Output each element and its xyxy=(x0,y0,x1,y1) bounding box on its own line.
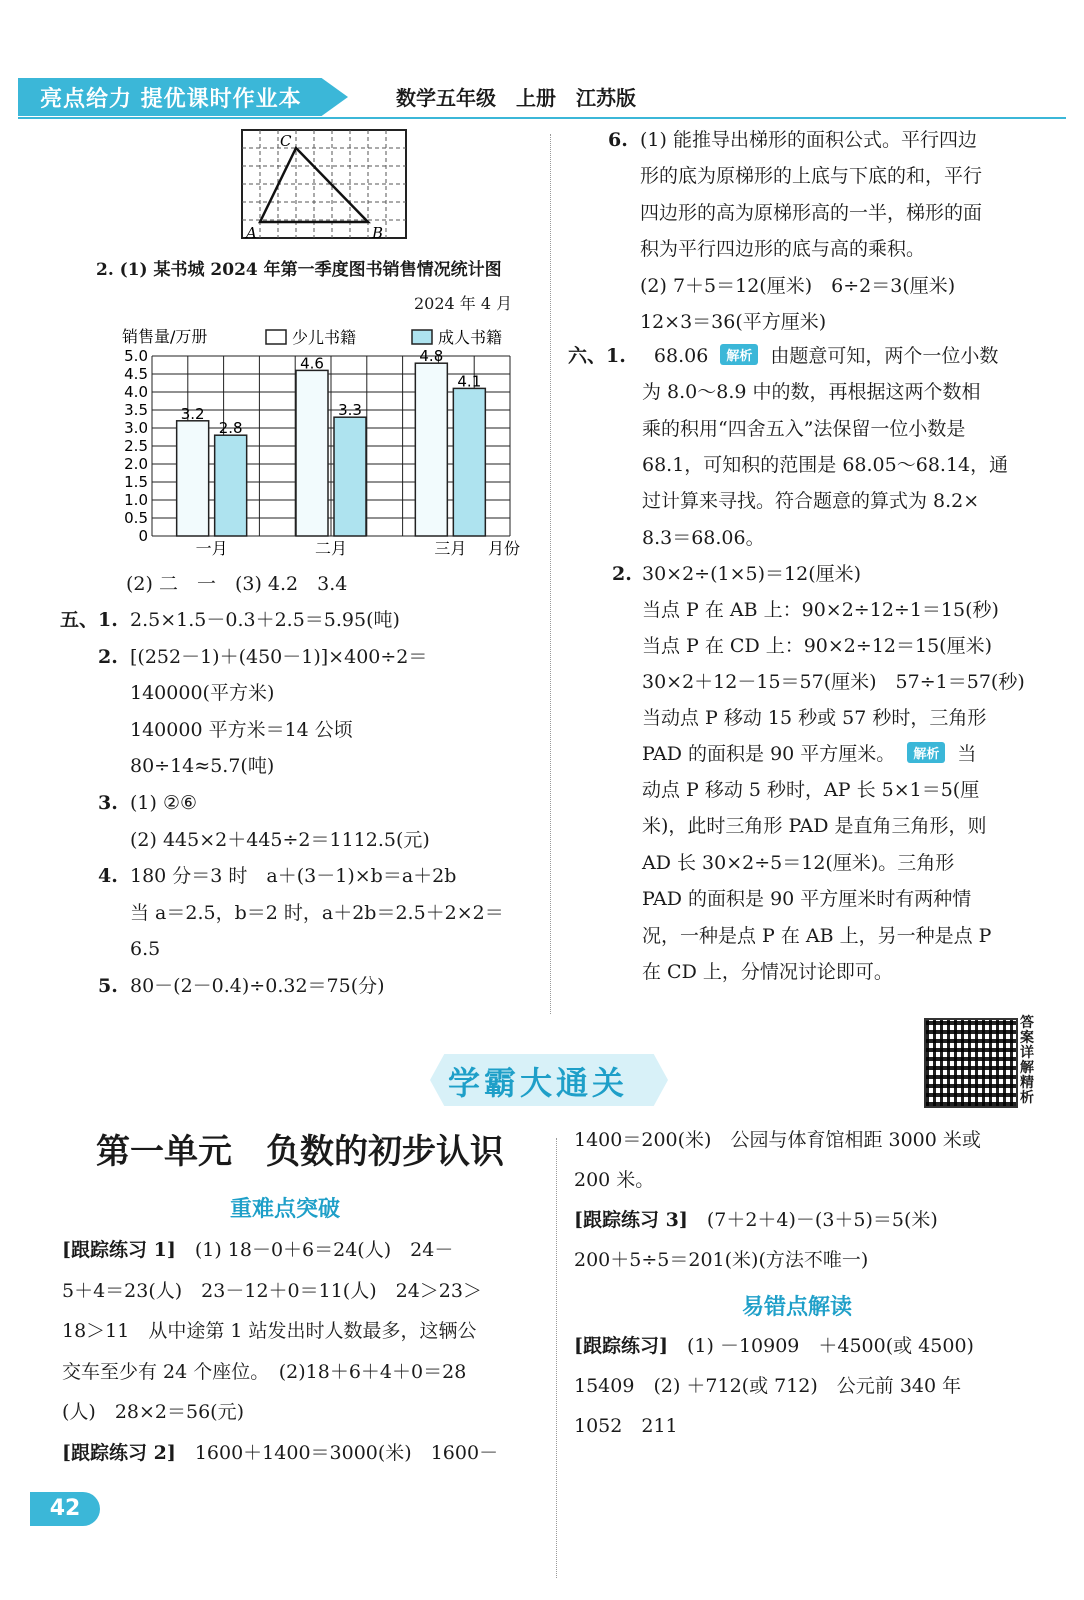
q6-line-text: 12×3＝36(平方厘米) xyxy=(640,311,827,333)
y-tick-label: 1.5 xyxy=(124,473,148,491)
q6-line xyxy=(608,237,925,261)
q6-line-text: (2) 7＋5＝12(厘米) 6÷2＝3(厘米) xyxy=(640,274,956,297)
legend-swatch-adults xyxy=(412,330,432,344)
q6-line xyxy=(608,310,826,334)
practice-text: 15409 (2) ＋712(或 712) 公元前 340 年 xyxy=(574,1375,962,1397)
q6-2-analysis-line xyxy=(642,960,893,984)
practice-line xyxy=(574,1414,678,1438)
answer-line-text: (2) 445×2＋445÷2＝1112.5(元) xyxy=(130,828,430,851)
q6-2-line-text: 当点 P 在 CD 上：90×2÷12＝15(厘米) xyxy=(642,635,992,657)
practice-text: (7＋2＋4)－(3＋5)＝5(米) xyxy=(687,1209,938,1231)
y-tick-label: 3.0 xyxy=(124,419,148,437)
bar-value-label: 2.8 xyxy=(218,419,243,438)
vertex-b-label: B xyxy=(372,224,384,242)
q6-2-analysis-start: 当 xyxy=(957,743,977,765)
q6-1-analysis-0: 由题意可知，两个一位小数 xyxy=(770,345,999,367)
section-banner-title: 学霸大通关 xyxy=(448,1064,629,1102)
q6-line-text: 形的底为原梯形的上底与下底的和，平行 xyxy=(640,165,983,188)
analysis-tag: 解析 xyxy=(720,344,758,365)
practice-text: (人) 28×2＝56(元) xyxy=(62,1401,245,1424)
practice-line xyxy=(574,1334,974,1358)
q6-1-analysis-line-text: 为 8.0～8.9 中的数，再根据这两个数相 xyxy=(642,381,981,404)
answer-line-text: 80÷14≈5.7(吨) xyxy=(130,755,275,778)
practice-text: 1400＝200(米) 公园与体育馆相距 3000 米或 xyxy=(574,1129,981,1151)
book-edition: 数学五年级 上册 江苏版 xyxy=(396,86,636,110)
book-series-title: 亮点给力 提优课时作业本 xyxy=(40,87,302,112)
practice-line xyxy=(574,1374,961,1398)
y-tick-label: 3.5 xyxy=(124,401,148,419)
q6-line-text: (1) 能推导出梯形的面积公式。平行四边 xyxy=(640,129,977,151)
practice-text: 5＋4＝23(人) 23－12＋0＝11(人) 24＞23＞ xyxy=(62,1279,482,1302)
q6-line xyxy=(608,128,977,152)
practice-line xyxy=(62,1360,466,1384)
header-divider xyxy=(18,117,1066,119)
q6-1-analysis-line xyxy=(642,489,979,513)
bar-value-label: 4.1 xyxy=(457,372,482,391)
q6-2-line-text: 30×2÷(1×5)＝12(厘米) xyxy=(642,563,862,585)
q6-line xyxy=(608,201,982,225)
answer-line-number: 五、1. xyxy=(60,609,118,631)
q6-2-line xyxy=(642,634,992,658)
bar-value-label: 3.2 xyxy=(180,404,205,423)
answer-line-text: 140000 平方米＝14 公顷 xyxy=(130,718,353,741)
q6-2-analysis-line xyxy=(642,924,991,948)
y-tick-label: 2.0 xyxy=(124,455,148,473)
practice-text: (1) 18－0＋6＝24(人) 24－ xyxy=(175,1239,454,1261)
q6-2-analysis-line-text: 在 CD 上，分情况讨论即可。 xyxy=(642,961,893,983)
q6-2-analysis-line-text: 动点 P 移动 5 秒时，AP 长 5×1＝5(厘 xyxy=(642,779,980,801)
q6-1-analysis-line xyxy=(642,453,1008,477)
q6-1-analysis-line-text: 过计算来寻找。符合题意的算式为 8.2× xyxy=(642,490,980,513)
q6-1-number: 六、1. xyxy=(568,345,626,367)
q6-2-line-text: 当点 P 在 AB 上：90×2÷12÷1＝15(秒) xyxy=(642,599,999,621)
answer-line-text: 当 a＝2.5，b＝2 时，a＋2b＝2.5＋2×2＝ xyxy=(130,901,504,924)
practice-line xyxy=(62,1279,482,1303)
answer-line xyxy=(98,901,504,925)
bar-value-label: 3.3 xyxy=(338,401,362,420)
answer-line xyxy=(98,718,353,742)
practice-label: [跟踪练习 1] xyxy=(62,1239,176,1261)
y-axis-label: 销售量/万册 xyxy=(122,327,208,346)
q6-2-analysis-line xyxy=(642,887,971,911)
answer-line-text: (1) ②⑥ xyxy=(130,792,198,814)
practice-line xyxy=(574,1208,938,1232)
answer-line xyxy=(98,791,197,815)
practice-line xyxy=(62,1319,477,1343)
q6-1-line xyxy=(568,344,998,368)
q6-2-analysis-line xyxy=(642,851,954,875)
y-tick-label: 4.0 xyxy=(124,383,148,401)
q6-2-analysis-line-text: PAD 的面积是 90 平方厘米时有两种情 xyxy=(642,888,972,911)
practice-line xyxy=(574,1248,868,1272)
answer-line-text: 140000(平方米) xyxy=(130,682,275,705)
answer-line xyxy=(98,937,160,961)
answer-line xyxy=(98,681,274,705)
q6-line-text: 积为平行四边形的底与高的乘积。 xyxy=(640,238,926,261)
q6-line xyxy=(608,274,955,298)
q2-number: 2. xyxy=(96,260,114,280)
analysis-tag-2: 解析 xyxy=(907,742,945,763)
practice-text: 1052 211 xyxy=(574,1415,678,1437)
chart-title: (1) 某书城 2024 年第一季度图书销售情况统计图 xyxy=(119,260,502,280)
q6-2-analysis-line-text: 米)，此时三角形 PAD 是直角三角形，则 xyxy=(642,815,987,838)
bar-kids xyxy=(296,370,328,536)
practice-label: [跟踪练习] xyxy=(574,1335,668,1357)
bar-value-label: 4.8 xyxy=(419,347,444,366)
q6-2-analysis-line xyxy=(642,814,987,838)
practice-text: 交车至少有 24 个座位。 (2)18＋6＋4＋0＝28 xyxy=(62,1360,467,1383)
practice-line xyxy=(62,1441,498,1465)
answer-line xyxy=(98,974,385,998)
answer-line-text: 2.5×1.5－0.3＋2.5＝5.95(吨) xyxy=(130,609,400,631)
practice-label: [跟踪练习 2] xyxy=(62,1442,176,1464)
page-number: 42 xyxy=(30,1492,100,1526)
practice-text: 1600＋1400＝3000(米) 1600－ xyxy=(175,1442,499,1464)
column-divider-bottom xyxy=(556,1138,558,1578)
x-category-label: 二月 xyxy=(314,539,348,558)
q6-1-analysis-line xyxy=(642,417,965,441)
practice-line xyxy=(62,1238,453,1262)
answer-line-number: 5. xyxy=(98,975,118,997)
q6-line-text: 四边形的高为原梯形高的一半，梯形的面 xyxy=(640,201,983,224)
practice-line xyxy=(574,1168,654,1192)
answer-line xyxy=(98,645,427,669)
practice-text: 18＞11 从中途第 1 站发出时人数最多，这辆公 xyxy=(62,1320,477,1343)
q6-2-line xyxy=(642,598,999,622)
answer-line-text: 180 分＝3 时 a＋(3－1)×b＝a＋2b xyxy=(130,865,457,888)
x-category-label: 一月 xyxy=(195,539,228,558)
y-tick-label: 0 xyxy=(138,527,148,545)
answer-line-text: [(252－1)＋(450－1)]×400÷2＝ xyxy=(130,645,428,668)
practice-text: 200 米。 xyxy=(574,1169,655,1191)
qr-code[interactable] xyxy=(924,1018,1018,1108)
q6-1-answer: 68.06 xyxy=(653,345,709,367)
legend-adults: 成人书籍 xyxy=(438,328,503,347)
q6-2-conclusion: PAD 的面积是 90 平方厘米。 xyxy=(642,743,896,765)
practice-text: 200＋5÷5＝201(米)(方法不唯一) xyxy=(574,1249,869,1271)
practice-line xyxy=(574,1128,981,1152)
x-axis-label: 月份 xyxy=(488,539,521,558)
bar-value-label: 4.6 xyxy=(300,354,324,373)
answer-line-text: 6.5 xyxy=(130,938,161,961)
q6-1-analysis-line xyxy=(642,380,981,404)
legend-swatch-kids xyxy=(266,330,286,344)
q6-line xyxy=(608,164,982,188)
q6-2-line xyxy=(612,562,861,586)
answer-line-number: 2. xyxy=(98,645,118,668)
sales-bar-chart xyxy=(110,320,540,570)
bar-adults xyxy=(334,417,366,536)
q6-2-analysis-line-text: 况，一种是点 P 在 AB 上，另一种是点 P xyxy=(642,924,992,947)
unit-title: 第一单元 负数的初步认识 xyxy=(96,1132,504,1172)
answer-line xyxy=(98,754,274,778)
y-tick-label: 4.5 xyxy=(124,365,148,383)
practice-line xyxy=(62,1400,244,1424)
q2-heading xyxy=(96,258,502,282)
y-tick-label: 5.0 xyxy=(124,347,148,365)
practice-text: (1) －10909 ＋4500(或 4500) xyxy=(667,1335,974,1357)
q6-2-line xyxy=(642,706,986,730)
q6-2-line-6 xyxy=(642,742,976,766)
bar-adults xyxy=(453,388,485,536)
practice-label: [跟踪练习 3] xyxy=(574,1209,688,1231)
q6-2-analysis-line xyxy=(642,778,979,802)
q6-2-line-number: 2. xyxy=(612,563,632,585)
bar-adults xyxy=(215,435,247,536)
bar-kids xyxy=(415,363,447,536)
answer-line xyxy=(98,864,456,888)
q2-part2: (2) 二 一 (3) 4.2 3.4 xyxy=(126,573,348,595)
answer-line xyxy=(60,608,400,632)
vertex-c-label: C xyxy=(280,132,292,150)
q6-line-number: 6. xyxy=(608,129,628,151)
y-tick-label: 0.5 xyxy=(124,509,148,527)
column-divider xyxy=(550,134,552,1014)
x-category-label: 三月 xyxy=(434,539,467,558)
vertex-a-label: A xyxy=(246,224,257,242)
answer-line-number: 4. xyxy=(98,865,118,888)
triangle-grid-figure xyxy=(236,126,412,244)
subsection-key-points: 重难点突破 xyxy=(230,1197,341,1222)
answer-line-number: 3. xyxy=(98,792,118,814)
q6-2-line xyxy=(642,670,1025,694)
y-tick-label: 2.5 xyxy=(124,437,148,455)
q6-1-analysis-line-text: 8.3＝68.06。 xyxy=(642,526,765,549)
qr-caption: 答案详解精析 xyxy=(1020,1015,1034,1106)
q6-2-line-text: 当动点 P 移动 15 秒或 57 秒时，三角形 xyxy=(642,707,987,729)
answer-line-text: 80－(2－0.4)÷0.32＝75(分) xyxy=(130,975,385,997)
q6-1-analysis-line-text: 68.1，可知积的范围是 68.05～68.14，通 xyxy=(642,453,1009,476)
y-tick-label: 1.0 xyxy=(124,491,148,509)
bar-kids xyxy=(177,421,209,536)
subsection-common-mistakes: 易错点解读 xyxy=(742,1295,853,1320)
q6-2-analysis-line-text: AD 长 30×2÷5＝12(厘米)。三角形 xyxy=(642,851,955,874)
chart-date: 2024 年 4 月 xyxy=(414,294,513,313)
q6-1-analysis-line xyxy=(642,526,765,550)
q6-2-line-text: 30×2＋12－15＝57(厘米) 57÷1＝57(秒) xyxy=(642,671,1025,693)
q6-1-analysis-line-text: 乘的积用“四舍五入”法保留一位小数是 xyxy=(642,417,966,440)
answer-line xyxy=(98,828,430,852)
legend-kids: 少儿书籍 xyxy=(292,328,357,347)
